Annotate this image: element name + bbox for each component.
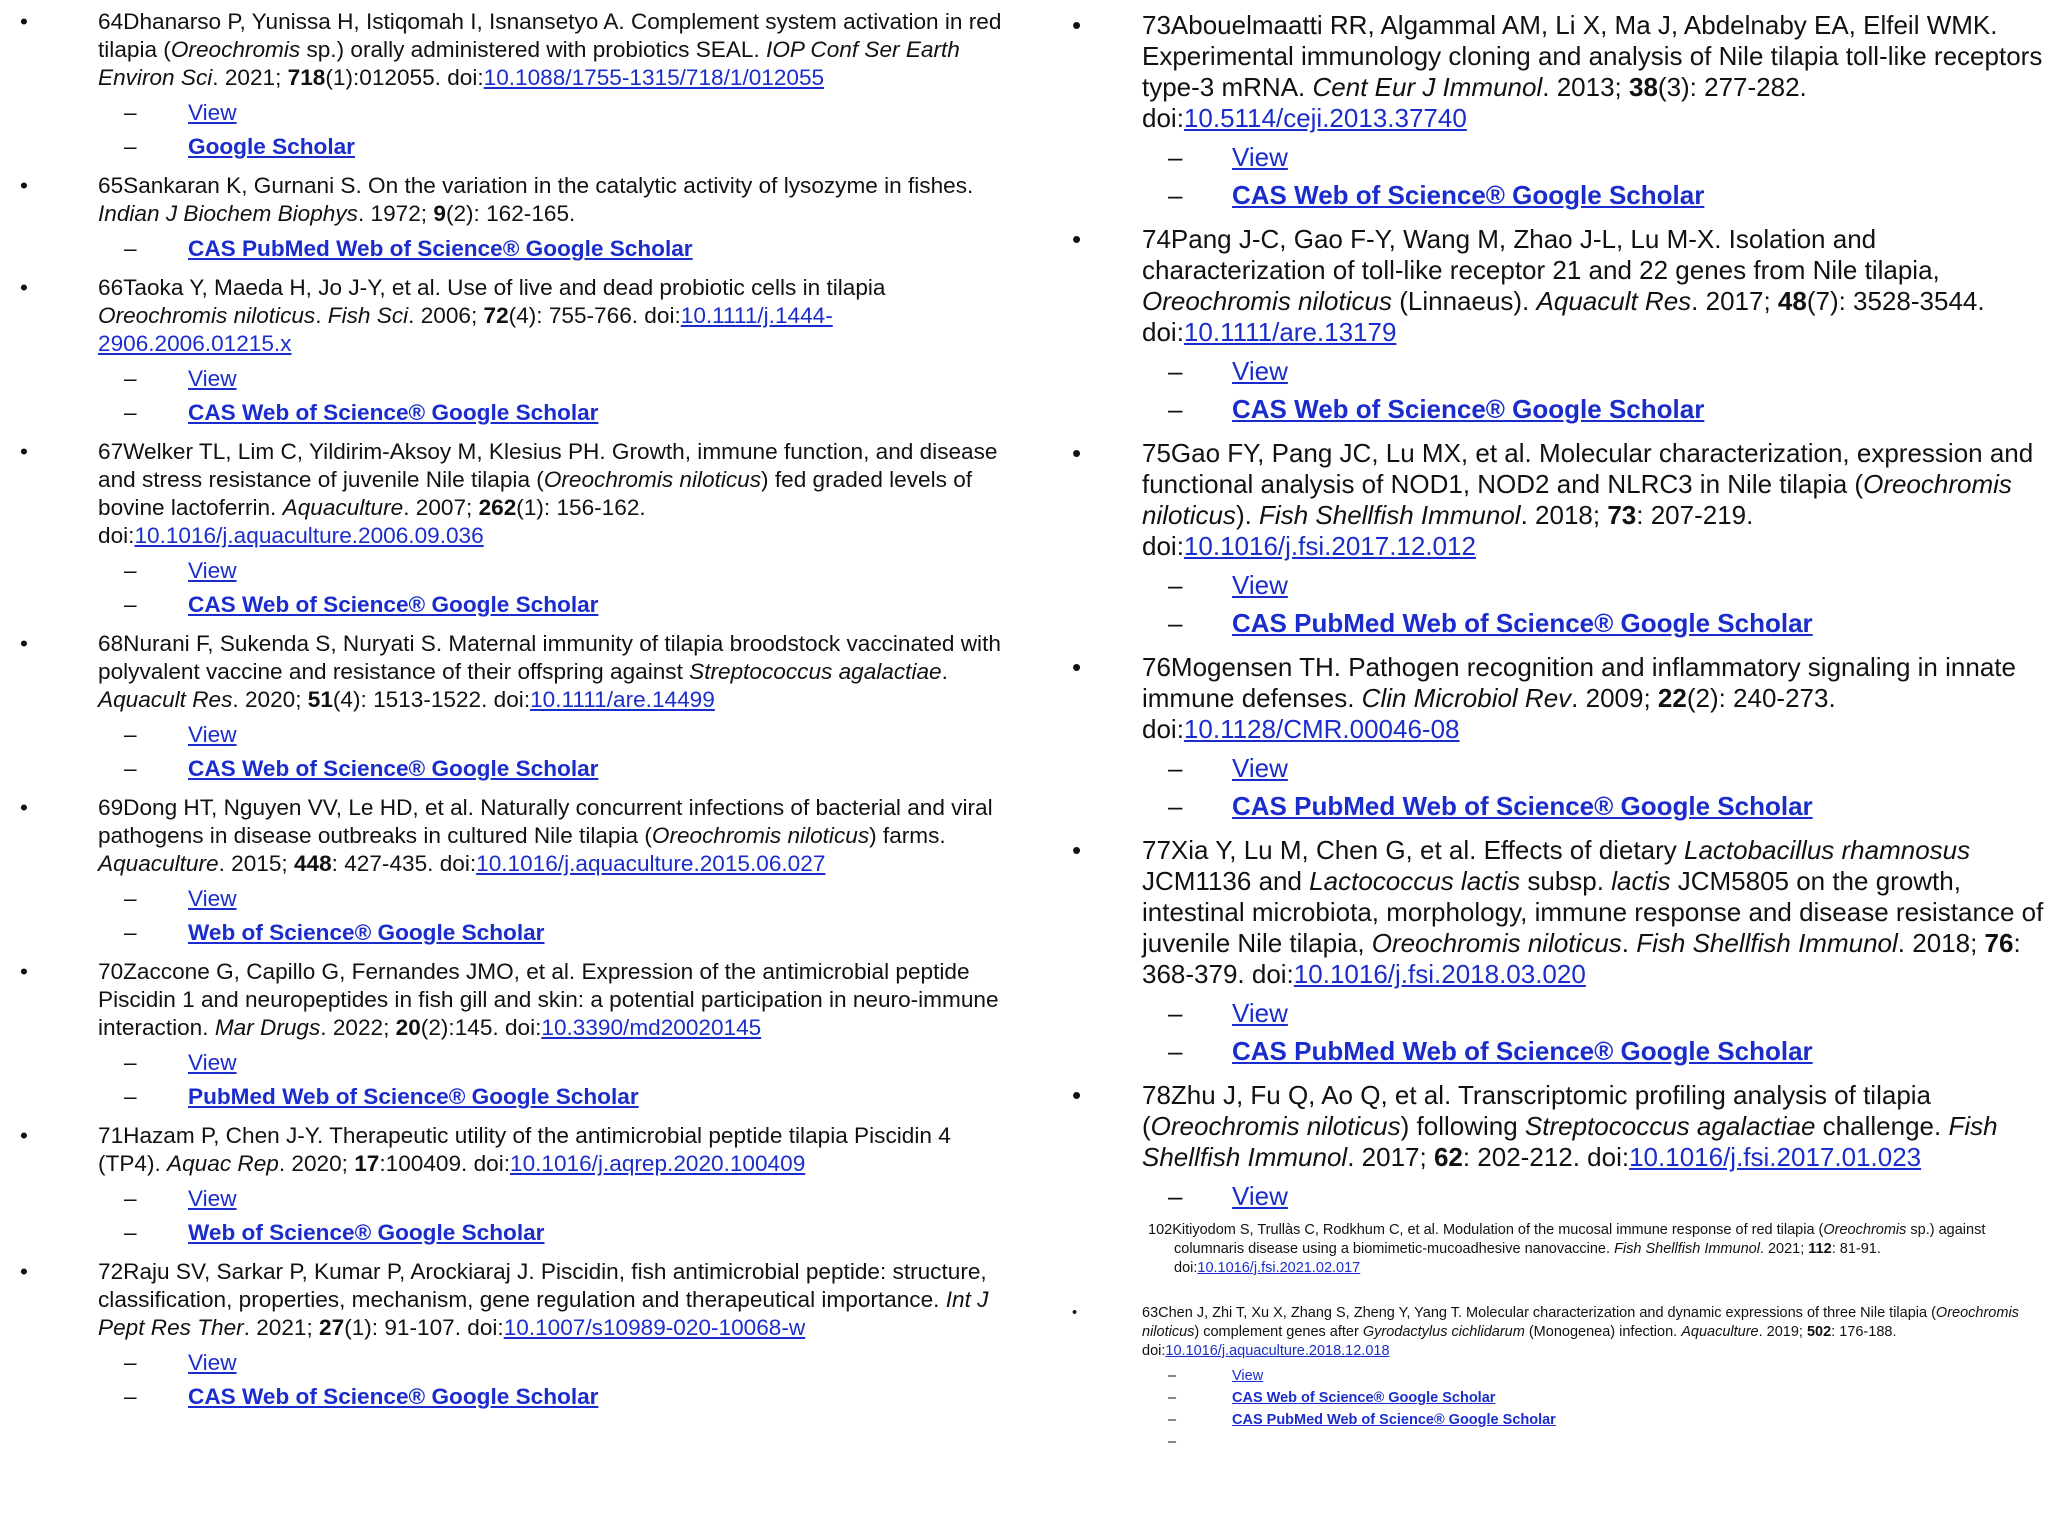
- link-row: [98, 1380, 1010, 1414]
- doi-link[interactable]: 10.1016/j.aquaculture.2006.09.036: [134, 523, 484, 548]
- reference-entry: [0, 8, 1010, 164]
- bold-text: 73: [1607, 500, 1637, 530]
- dash: –: [124, 558, 137, 583]
- reference-text: [98, 1122, 1010, 1178]
- link-row: [1142, 1177, 2048, 1215]
- link-row: [1142, 1387, 2048, 1409]
- dash: –: [1168, 356, 1183, 386]
- bullet: •: [1072, 10, 1082, 40]
- reference-text: [98, 172, 1010, 228]
- view-link[interactable]: View: [1232, 570, 1288, 600]
- link-row: [98, 96, 1010, 130]
- doi-link[interactable]: 10.1016/j.aqrep.2020.100409: [510, 1151, 806, 1176]
- link-row: [1142, 138, 2048, 176]
- link-row: [98, 718, 1010, 752]
- italic-text: Indian J Biochem Biophys: [98, 201, 358, 226]
- text-segment: (1): 91-107. doi:: [344, 1315, 504, 1340]
- dash: –: [124, 1350, 137, 1375]
- italic-text: IOP Conf Ser Earth Environ Sci: [98, 37, 960, 90]
- scholar-links[interactable]: CAS Web of Science® Google Scholar: [1232, 394, 1705, 424]
- dash: –: [1168, 998, 1183, 1028]
- text-segment: 78Zhu J, Fu Q, Ao Q, et al. Transcriptomic profiling analysis of tilapia (: [1142, 1080, 1932, 1141]
- bold-text: 20: [395, 1015, 421, 1040]
- text-segment: : 202-212. doi:: [1462, 1142, 1630, 1172]
- dash: –: [1168, 1181, 1183, 1211]
- view-link[interactable]: View: [1232, 753, 1288, 783]
- reference-entry: [1050, 438, 2048, 642]
- reference-links: [98, 1346, 1010, 1414]
- italic-text: Oreochromis niloticus: [1142, 286, 1392, 316]
- italic-text: Oreochromis niloticus: [1150, 1111, 1401, 1141]
- doi-link[interactable]: 10.1111/j.1444-2906.2006.01215.x: [98, 303, 833, 356]
- bold-text: 72: [483, 303, 509, 328]
- italic-text: Oreochromis: [1823, 1222, 1907, 1238]
- reference-links: [1142, 138, 2048, 214]
- scholar-links[interactable]: CAS PubMed Web of Science® Google Scholar: [1232, 1036, 1813, 1066]
- bullet: •: [20, 275, 28, 300]
- text-segment: .: [941, 659, 948, 684]
- reference-links: [98, 1046, 1010, 1114]
- dash: –: [1168, 180, 1183, 210]
- text-segment: . 2006;: [408, 303, 484, 328]
- text-segment: : 81-91. doi:: [1174, 1241, 1881, 1276]
- link-row: [1142, 994, 2048, 1032]
- reference-column-left: [0, 0, 1010, 1414]
- reference-text: [1142, 438, 2048, 562]
- text-segment: 67Welker TL, Lim C, Yildirim-Aksoy M, Klesius PH. Growth, immune function, and disease and stress resistance of juvenile Nile tilapia (: [98, 439, 998, 492]
- link-row: [98, 1182, 1010, 1216]
- scholar-links[interactable]: PubMed Web of Science® Google Scholar: [188, 1084, 639, 1109]
- reference-links: [1142, 352, 2048, 428]
- italic-text: Aquacult Res: [1536, 286, 1692, 316]
- reference-column-right: [1050, 0, 2048, 1453]
- reference-entry: [0, 438, 1010, 622]
- link-row: [98, 588, 1010, 622]
- bold-text: 17: [354, 1151, 380, 1176]
- reference-links: [1142, 1177, 2048, 1215]
- reference-text: [1142, 10, 2048, 134]
- view-link[interactable]: View: [188, 1050, 237, 1075]
- link-row: [1142, 749, 2048, 787]
- text-segment: challenge.: [1815, 1111, 1949, 1141]
- italic-text: Lactococcus lactis: [1309, 866, 1521, 896]
- doi-link[interactable]: 10.1016/j.fsi.2021.02.017: [1197, 1260, 1361, 1276]
- doi-link[interactable]: 10.1016/j.fsi.2018.03.020: [1293, 959, 1586, 989]
- scholar-links[interactable]: Google Scholar: [188, 134, 355, 159]
- scholar-links[interactable]: CAS Web of Science® Google Scholar: [188, 756, 599, 781]
- text-segment: (3): 277-282. doi:: [1142, 72, 1807, 133]
- text-segment: : 176-188. doi:: [1142, 1324, 1897, 1359]
- link-row: [98, 916, 1010, 950]
- text-segment: ) complement genes after: [1194, 1324, 1363, 1340]
- text-segment: . 2017;: [1691, 286, 1778, 316]
- text-segment: 66Taoka Y, Maeda H, Jo J-Y, et al. Use of live and dead probiotic cells in tilapia: [98, 275, 886, 300]
- view-link[interactable]: View: [1232, 998, 1288, 1028]
- reference-links: [98, 1182, 1010, 1250]
- link-row: [1142, 1365, 2048, 1387]
- reference-entry: [0, 1258, 1010, 1414]
- italic-text: Cent Eur J Immunol: [1312, 72, 1543, 102]
- bullet: •: [1072, 1080, 1082, 1110]
- doi-link[interactable]: 10.5114/ceji.2013.37740: [1183, 103, 1467, 133]
- reference-text: [98, 958, 1010, 1042]
- italic-text: Oreochromis: [170, 37, 301, 62]
- scholar-links[interactable]: CAS Web of Science® Google Scholar: [1232, 180, 1705, 210]
- text-segment: (4): 755-766. doi:: [508, 303, 681, 328]
- italic-text: Oreochromis niloticus: [651, 823, 870, 848]
- bold-text: 448: [293, 851, 332, 876]
- reference-entry: [1050, 1080, 2048, 1215]
- text-segment: sp.) against columnaris disease using a biomimetic-mucoadhesive nanovaccine.: [1174, 1222, 1986, 1257]
- link-row: [98, 232, 1010, 266]
- reference-text: [1142, 835, 2048, 990]
- doi-link[interactable]: 10.1111/are.14499: [530, 687, 715, 712]
- text-segment: : 207-219. doi:: [1142, 500, 1754, 561]
- link-row: [1142, 787, 2048, 825]
- text-segment: 64Dhanarso P, Yunissa H, Istiqomah I, Isnansetyo A. Complement system activation in red tilapia (: [98, 9, 1002, 62]
- bold-text: 262: [478, 495, 517, 520]
- view-link[interactable]: View: [188, 366, 237, 391]
- view-link[interactable]: View: [1232, 1368, 1264, 1384]
- dash: –: [1168, 142, 1183, 172]
- text-segment: 72Raju SV, Sarkar P, Kumar P, Arockiaraj J. Piscidin, fish antimicrobial peptide: structure, classification, properties, mechanism, gene regulation and therapeutical importance.: [98, 1259, 987, 1312]
- text-segment: (2): 240-273. doi:: [1142, 683, 1836, 744]
- dash: –: [124, 1084, 137, 1109]
- link-row: [1142, 1032, 2048, 1070]
- bold-text: 62: [1433, 1142, 1463, 1172]
- text-segment: 74Pang J-C, Gao F-Y, Wang M, Zhao J-L, Lu M-X. Isolation and characterization of toll-like receptor 21 and 22 genes from Nile tilapia,: [1142, 224, 1940, 285]
- dash: –: [124, 886, 137, 911]
- bold-text: 76: [1984, 928, 2014, 958]
- reference-entry: [1050, 652, 2048, 825]
- reference-entry: [0, 630, 1010, 786]
- italic-text: Fish Shellfish Immunol: [1259, 500, 1521, 530]
- dash: –: [1168, 1368, 1177, 1384]
- bold-text: 22: [1657, 683, 1687, 713]
- reference-entry: [1050, 835, 2048, 1070]
- text-segment: ).: [1235, 500, 1260, 530]
- link-row: [1142, 176, 2048, 214]
- text-segment: subsp.: [1520, 866, 1612, 896]
- view-link[interactable]: View: [188, 100, 237, 125]
- text-segment: (4): 1513-1522. doi:: [332, 687, 531, 712]
- doi-link[interactable]: 10.1016/j.aquaculture.2018.12.018: [1165, 1343, 1390, 1359]
- bullet: •: [20, 795, 28, 820]
- link-row: [1142, 604, 2048, 642]
- italic-text: Streptococcus agalactiae: [689, 659, 942, 684]
- text-segment: . 2021;: [212, 65, 288, 90]
- doi-link[interactable]: 10.1016/j.aquaculture.2015.06.027: [476, 851, 826, 876]
- reference-entry: [0, 958, 1010, 1114]
- text-segment: . 2013;: [1542, 72, 1629, 102]
- reference-links: [1142, 749, 2048, 825]
- bullet: •: [1072, 438, 1082, 468]
- text-segment: : 368-379. doi:: [1142, 928, 2021, 989]
- text-segment: . 2020;: [278, 1151, 355, 1176]
- reference-links: [1142, 566, 2048, 642]
- link-row: [1142, 352, 2048, 390]
- link-row: [98, 1080, 1010, 1114]
- view-link[interactable]: View: [1232, 1181, 1288, 1211]
- bullet: •: [1072, 1305, 1078, 1321]
- text-segment: 75Gao FY, Pang JC, Lu MX, et al. Molecular characterization, expression and functional analysis of NOD1, NOD2 and NLRC3 in Nile tilapia (: [1142, 438, 2034, 499]
- link-row: [98, 396, 1010, 430]
- text-segment: ) following: [1400, 1111, 1525, 1141]
- text-segment: (Linnaeus).: [1391, 286, 1537, 316]
- italic-text: Lactobacillus rhamnosus: [1683, 835, 1971, 865]
- text-segment: 76Mogensen TH. Pathogen recognition and inflammatory signaling in innate immune defenses.: [1142, 652, 2016, 713]
- text-segment: sp.) orally administered with probiotics SEAL.: [300, 37, 767, 62]
- dash: –: [124, 236, 137, 261]
- scholar-links[interactable]: CAS Web of Science® Google Scholar: [1232, 1390, 1496, 1406]
- link-row: [1142, 566, 2048, 604]
- link-row: [98, 1346, 1010, 1380]
- reference-entry: [1050, 1304, 2048, 1453]
- link-row: [1142, 390, 2048, 428]
- italic-text: Aquaculture: [282, 495, 404, 520]
- reference-links: [98, 362, 1010, 430]
- reference-text: [98, 1258, 1010, 1342]
- italic-text: Oreochromis niloticus: [543, 467, 762, 492]
- dash: –: [124, 1384, 137, 1409]
- reference-entry: [1050, 224, 2048, 428]
- dash: –: [1168, 1036, 1183, 1066]
- reference-entry: [0, 794, 1010, 950]
- text-segment: JCM5805 on the growth, intestinal microbiota, morphology, immune response and disease resistance of juvenile Nile tilapia,: [1142, 866, 2044, 958]
- italic-text: Oreochromis niloticus: [1371, 928, 1622, 958]
- italic-text: Oreochromis niloticus: [1142, 1305, 2019, 1340]
- italic-text: Clin Microbiol Rev: [1361, 683, 1572, 713]
- doi-link[interactable]: 10.1016/j.fsi.2017.01.023: [1629, 1142, 1922, 1172]
- link-row: [98, 752, 1010, 786]
- text-segment: . 2021;: [243, 1315, 320, 1340]
- reference-text: [98, 630, 1010, 714]
- text-segment: . 2017;: [1347, 1142, 1434, 1172]
- reference-entry: [0, 172, 1010, 266]
- bullet: •: [20, 959, 28, 984]
- italic-text: Aquac Rep: [167, 1151, 279, 1176]
- reference-text: [1142, 224, 2048, 348]
- italic-text: Fish Sci: [327, 303, 409, 328]
- reference-text: [98, 438, 1010, 550]
- text-segment: (2): 162-165.: [445, 201, 576, 226]
- scholar-links[interactable]: CAS PubMed Web of Science® Google Scholar: [1232, 1412, 1556, 1428]
- dash: –: [124, 1220, 137, 1245]
- view-link[interactable]: View: [188, 558, 237, 583]
- bullet: •: [20, 1123, 28, 1148]
- scholar-links[interactable]: CAS PubMed Web of Science® Google Scholar: [1232, 791, 1813, 821]
- italic-text: Gyrodactylus cichlidarum: [1362, 1324, 1525, 1340]
- view-link[interactable]: View: [188, 722, 237, 747]
- link-row: [98, 130, 1010, 164]
- text-segment: 65Sankaran K, Gurnani S. On the variation in the catalytic activity of lysozyme in fishes.: [98, 173, 974, 198]
- text-segment: .: [315, 303, 328, 328]
- italic-text: Int J Pept Res Ther: [98, 1287, 989, 1340]
- dash: –: [1168, 791, 1183, 821]
- text-segment: 102Kitiyodom S, Trullàs C, Rodkhum C, et al. Modulation of the mucosal immune response of red tilapia (: [1148, 1222, 1824, 1238]
- text-segment: 63Chen J, Zhi T, Xu X, Zhang S, Zheng Y, Yang T. Molecular characterization and dynamic expressions of three Nile tilapia (: [1142, 1305, 1936, 1321]
- text-segment: . 2018;: [1897, 928, 1985, 958]
- dash: –: [124, 722, 137, 747]
- link-row: [98, 1216, 1010, 1250]
- dash: –: [1168, 753, 1183, 783]
- text-segment: JCM1136 and: [1142, 866, 1310, 896]
- scholar-links[interactable]: Web of Science® Google Scholar: [188, 1220, 545, 1245]
- bold-text: 51: [307, 687, 333, 712]
- dash: –: [124, 592, 137, 617]
- text-segment: 77Xia Y, Lu M, Chen G, et al. Effects of dietary: [1142, 835, 1684, 865]
- reference-links: [1142, 994, 2048, 1070]
- link-row: [98, 1046, 1010, 1080]
- bold-text: 502: [1806, 1324, 1832, 1340]
- text-segment: (1): 156-162. doi:: [98, 495, 646, 548]
- text-segment: ) fed graded levels of bovine lactoferrin.: [98, 467, 973, 520]
- reference-text: [1142, 652, 2048, 745]
- reference-entry: [1050, 10, 2048, 214]
- scholar-links[interactable]: CAS Web of Science® Google Scholar: [188, 400, 599, 425]
- text-segment: : 427-435. doi:: [331, 851, 477, 876]
- reference-text: [1142, 1304, 2048, 1361]
- reference-text: [1142, 1080, 2048, 1173]
- view-link[interactable]: View: [188, 1350, 237, 1375]
- text-segment: 69Dong HT, Nguyen VV, Le HD, et al. Naturally concurrent infections of bacterial and viral pathogens in disease outbreaks in cultured Nile tilapia (: [98, 795, 993, 848]
- dash: –: [1168, 570, 1183, 600]
- reference-links: [98, 96, 1010, 164]
- italic-text: Mar Drugs: [214, 1015, 321, 1040]
- bold-text: 38: [1628, 72, 1658, 102]
- reference-text: [98, 274, 1010, 358]
- doi-link[interactable]: 10.1088/1755-1315/718/1/012055: [483, 65, 825, 90]
- text-segment: 70Zaccone G, Capillo G, Fernandes JMO, et al. Expression of the antimicrobial peptide Piscidin 1 and neuropeptides in fish gill and skin: a potential participation in neuro-immune interaction.: [98, 959, 999, 1040]
- doi-link[interactable]: 10.3390/md20020145: [541, 1015, 762, 1040]
- reference-links: [98, 882, 1010, 950]
- doi-link[interactable]: 10.1007/s10989-020-10068-w: [503, 1315, 806, 1340]
- bullet: •: [20, 631, 28, 656]
- link-row: [98, 554, 1010, 588]
- text-segment: (7): 3528-3544. doi:: [1142, 286, 1985, 347]
- doi-link[interactable]: 10.1016/j.fsi.2017.12.012: [1183, 531, 1476, 561]
- reference-entry-small: [1050, 1221, 2048, 1278]
- italic-text: Aquacult Res: [98, 687, 233, 712]
- link-row: [1142, 1409, 2048, 1431]
- reference-links: [1142, 1365, 2048, 1453]
- bullet: •: [20, 1259, 28, 1284]
- bullet: •: [1072, 835, 1082, 865]
- italic-text: Aquaculture: [98, 851, 219, 876]
- bold-text: 48: [1777, 286, 1807, 316]
- text-segment: 68Nurani F, Sukenda S, Nuryati S. Maternal immunity of tilapia broodstock vaccinated with polyvalent vaccine and resistance of their offspring against: [98, 631, 1001, 684]
- reference-text: [98, 8, 1010, 92]
- reference-entry: [0, 274, 1010, 430]
- view-link[interactable]: View: [1232, 142, 1288, 172]
- dash: –: [1168, 608, 1183, 638]
- text-segment: . 2018;: [1520, 500, 1608, 530]
- dash: –: [124, 400, 137, 425]
- italic-text: Oreochromis niloticus: [98, 303, 316, 328]
- italic-text: Fish Shellfish Immunol: [1636, 928, 1898, 958]
- text-segment: . 2022;: [320, 1015, 396, 1040]
- bold-text: 718: [287, 65, 326, 90]
- bold-text: 27: [319, 1315, 345, 1340]
- dash: –: [1168, 1434, 1177, 1450]
- dash: –: [124, 100, 137, 125]
- text-segment: 71Hazam P, Chen J-Y. Therapeutic utility of the antimicrobial peptide tilapia Piscidin 4 (TP4).: [98, 1123, 951, 1176]
- bold-text: 9: [433, 201, 446, 226]
- text-segment: . 2020;: [232, 687, 308, 712]
- bullet: •: [20, 173, 28, 198]
- view-link[interactable]: View: [188, 886, 237, 911]
- text-segment: . 2009;: [1571, 683, 1658, 713]
- reference-text: [98, 794, 1010, 878]
- dash: –: [124, 366, 137, 391]
- dash: –: [124, 134, 137, 159]
- dash: –: [124, 920, 137, 945]
- bold-text: 112: [1808, 1241, 1832, 1257]
- text-segment: . 2007;: [403, 495, 479, 520]
- italic-text: Fish Shellfish Immunol: [1142, 1111, 1998, 1172]
- italic-text: Streptococcus agalactiae: [1524, 1111, 1816, 1141]
- doi-link[interactable]: 10.1111/are.13179: [1183, 317, 1397, 347]
- reference-entry: [0, 1122, 1010, 1250]
- link-row: [98, 362, 1010, 396]
- text-segment: . 2019;: [1758, 1324, 1807, 1340]
- dash: –: [1168, 1412, 1177, 1428]
- view-link[interactable]: View: [1232, 356, 1288, 386]
- reference-links: [98, 718, 1010, 786]
- italic-text: Fish Shellfish Immunol: [1614, 1241, 1760, 1257]
- scholar-links[interactable]: CAS PubMed Web of Science® Google Scholar: [1232, 608, 1813, 638]
- dash: –: [124, 1050, 137, 1075]
- text-segment: . 2015;: [218, 851, 294, 876]
- text-segment: 73Abouelmaatti RR, Algammal AM, Li X, Ma J, Abdelnaby EA, Elfeil WMK. Experimental immunology cloning and analysis of Nile tilapia toll-like receptors type-3 mRNA.: [1142, 10, 2043, 102]
- bullet: •: [1072, 652, 1082, 682]
- dash: –: [1168, 394, 1183, 424]
- text-segment: .: [1621, 928, 1637, 958]
- link-row: [98, 882, 1010, 916]
- text-segment: (2):145. doi:: [420, 1015, 542, 1040]
- scholar-links[interactable]: CAS Web of Science® Google Scholar: [188, 592, 599, 617]
- text-segment: . 1972;: [357, 201, 434, 226]
- text-segment: (Monogenea) infection.: [1524, 1324, 1682, 1340]
- scholar-links[interactable]: Web of Science® Google Scholar: [188, 920, 545, 945]
- text-segment: ) farms.: [869, 823, 946, 848]
- italic-text: Oreochromis niloticus: [1142, 469, 2012, 530]
- scholar-links[interactable]: CAS Web of Science® Google Scholar: [188, 1384, 599, 1409]
- bullet: •: [20, 439, 28, 464]
- link-row: [1142, 1431, 2048, 1453]
- doi-link[interactable]: 10.1128/CMR.00046-08: [1183, 714, 1460, 744]
- text-segment: :100409. doi:: [379, 1151, 511, 1176]
- text-segment: . 2021;: [1759, 1241, 1809, 1257]
- text-segment: (1):012055. doi:: [325, 65, 484, 90]
- italic-text: Aquaculture: [1681, 1324, 1759, 1340]
- reference-links: [98, 554, 1010, 622]
- italic-text: lactis: [1611, 866, 1671, 896]
- bullet: •: [1072, 224, 1082, 254]
- reference-links: [98, 232, 1010, 266]
- dash: –: [124, 756, 137, 781]
- view-link[interactable]: View: [188, 1186, 237, 1211]
- dash: –: [124, 1186, 137, 1211]
- dash: –: [1168, 1390, 1177, 1406]
- scholar-links[interactable]: CAS PubMed Web of Science® Google Scholar: [188, 236, 693, 261]
- bullet: •: [20, 9, 28, 34]
